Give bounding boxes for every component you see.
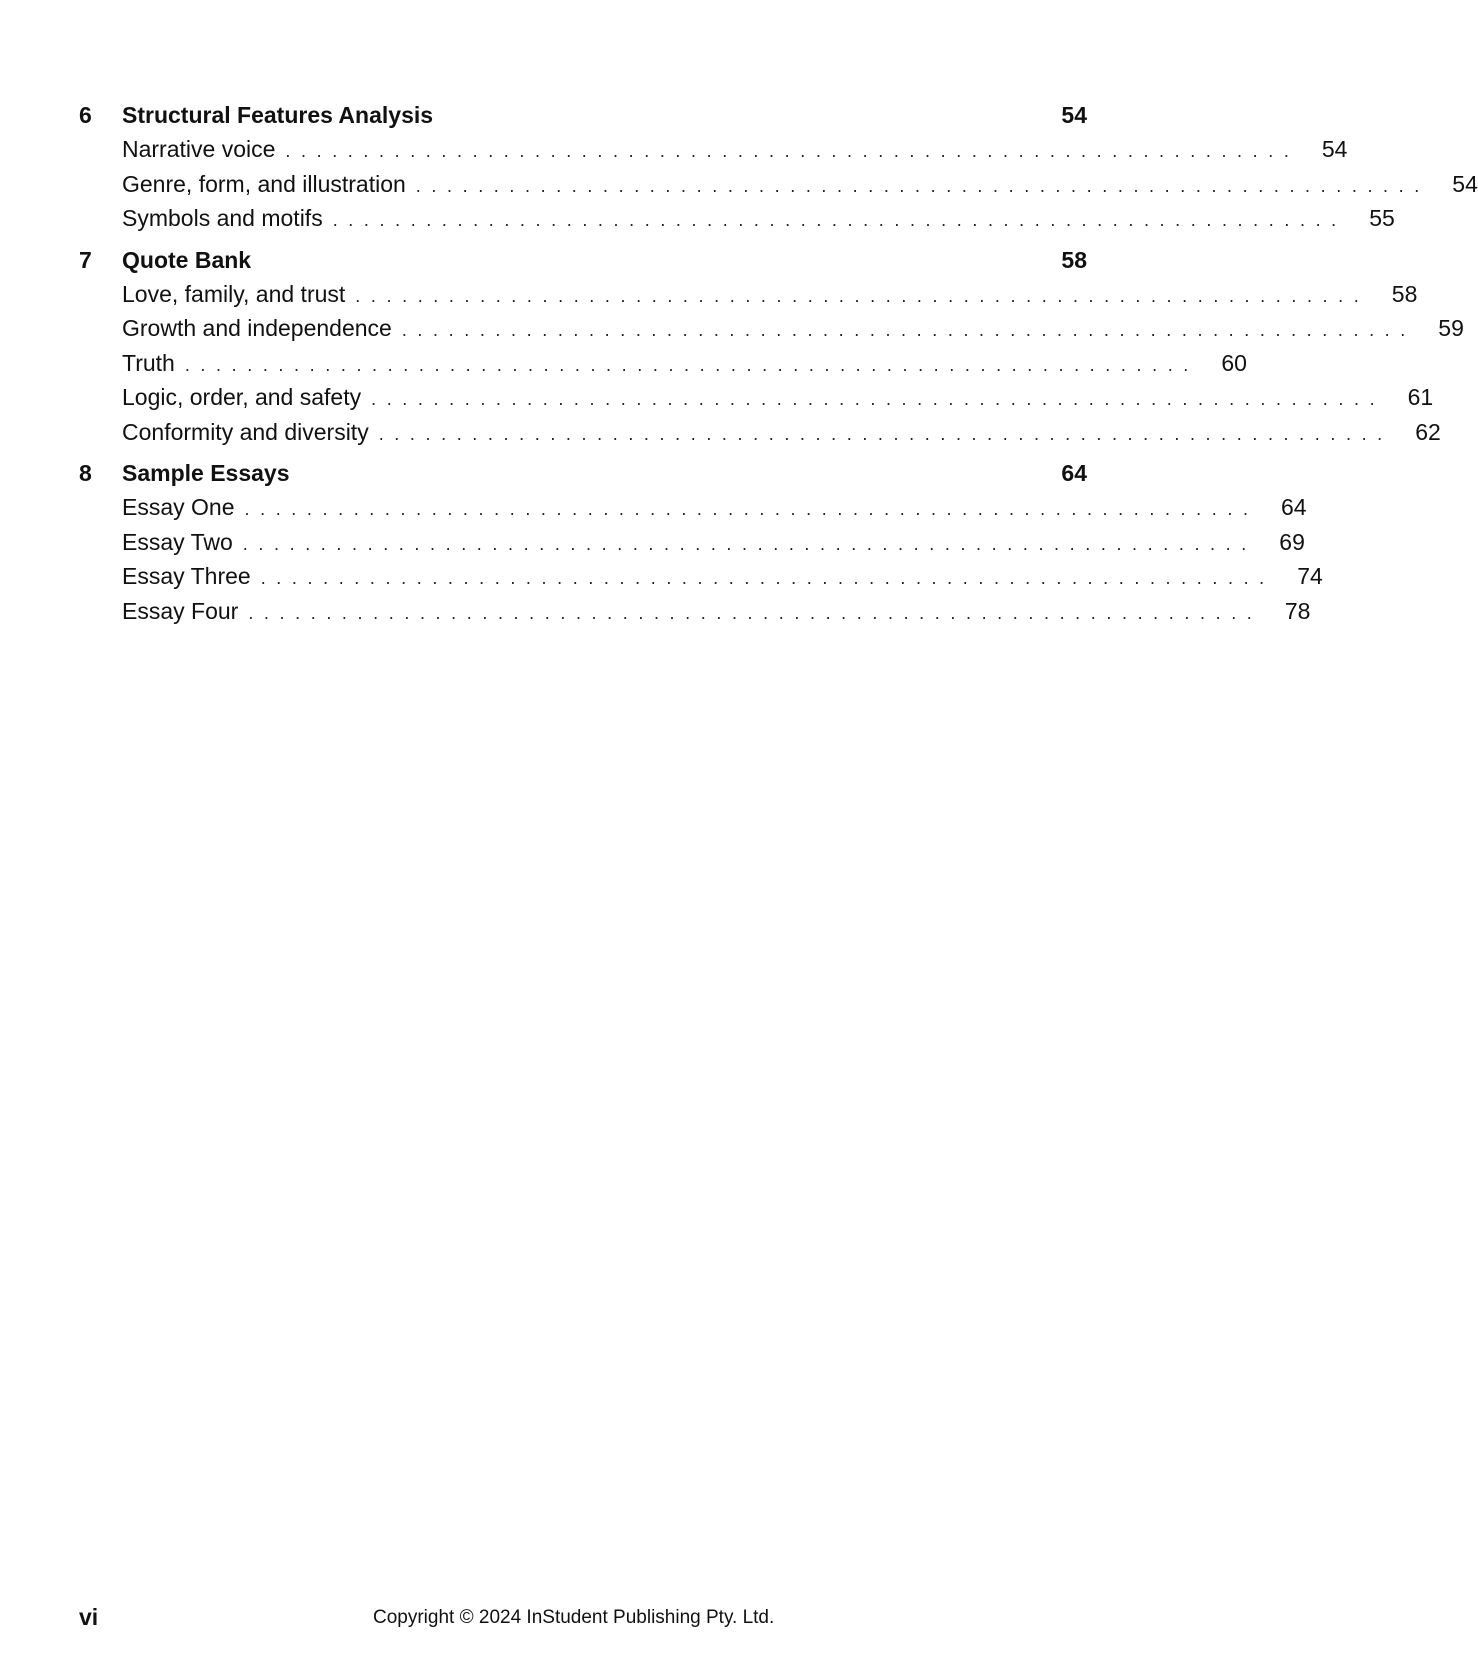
toc-entry[interactable] [79, 415, 1441, 450]
entry-page: 74 [1297, 563, 1323, 589]
entry-title: Symbols and motifs [122, 205, 323, 231]
entry-title: Essay Four [122, 597, 239, 624]
section-heading[interactable] [79, 456, 1087, 490]
entry-title: Essay Three [122, 563, 251, 589]
toc-entry[interactable] [79, 132, 1348, 167]
entry-title: Essay Two [122, 528, 233, 555]
toc-entry[interactable] [79, 346, 1247, 381]
toc-entry[interactable] [79, 490, 1307, 525]
entry-page: 54 [1321, 136, 1348, 162]
dot-leader: ................................................................. [244, 499, 1259, 519]
footer-copyright: Copyright © 2024 InStudent Publishing Pty. Ltd. [373, 1607, 775, 1628]
section-heading[interactable] [79, 98, 1087, 132]
dot-leader: ................................................................. [248, 602, 1263, 623]
section-title: Quote Bank [122, 246, 252, 273]
entry-page: 69 [1279, 528, 1305, 555]
section-title: Sample Essays [122, 460, 290, 486]
section-page: 64 [1061, 460, 1087, 486]
section-title: Structural Features Analysis [122, 102, 434, 128]
dot-leader: ................................................................. [332, 210, 1347, 230]
toc-entry[interactable] [79, 201, 1395, 236]
section-heading[interactable] [79, 243, 1087, 277]
dot-leader: ................................................................. [415, 175, 1430, 196]
table-of-contents [79, 98, 1478, 635]
toc-section [79, 98, 1478, 236]
dot-leader: ................................................................. [355, 285, 1370, 306]
section-number: 6 [79, 102, 92, 128]
entry-page: 55 [1369, 205, 1395, 231]
entry-title: Love, family, and trust [122, 280, 346, 307]
footer-page-number: vi [79, 1604, 99, 1630]
toc-entry[interactable] [79, 311, 1464, 346]
dot-leader: ................................................................. [401, 320, 1416, 340]
toc-entry[interactable] [79, 277, 1418, 312]
entry-page: 54 [1452, 170, 1478, 197]
toc-entry[interactable] [79, 380, 1434, 415]
dot-leader: ................................................................. [371, 389, 1386, 409]
entry-title: Essay One [122, 494, 235, 520]
toc-entry[interactable] [79, 167, 1478, 202]
entry-page: 64 [1280, 494, 1307, 520]
toc-section [79, 243, 1464, 450]
entry-page: 78 [1284, 597, 1311, 624]
entry-title: Narrative voice [122, 136, 276, 162]
section-page: 58 [1061, 246, 1087, 273]
dot-leader: ................................................................. [378, 423, 1393, 444]
entry-title: Logic, order, and safety [122, 384, 362, 410]
entry-page: 58 [1391, 280, 1418, 307]
toc-entry[interactable] [79, 559, 1323, 594]
dot-leader: ................................................................. [242, 533, 1257, 554]
entry-page: 59 [1438, 315, 1464, 341]
entry-title: Growth and independence [122, 315, 392, 341]
toc-entry[interactable] [79, 594, 1311, 629]
entry-title: Conformity and diversity [122, 418, 369, 445]
toc-entry[interactable] [79, 525, 1305, 560]
dot-leader: ................................................................. [184, 354, 1199, 375]
entry-page: 61 [1407, 384, 1434, 410]
entry-title: Genre, form, and illustration [122, 170, 406, 197]
entry-title: Truth [122, 349, 175, 376]
entry-page: 60 [1221, 349, 1247, 376]
entry-page: 62 [1415, 418, 1441, 445]
dot-leader: ................................................................. [260, 568, 1275, 588]
section-number: 7 [79, 246, 92, 273]
dot-leader: ................................................................. [285, 141, 1300, 161]
toc-section [79, 456, 1323, 628]
section-page: 54 [1061, 102, 1087, 128]
section-number: 8 [79, 460, 92, 486]
